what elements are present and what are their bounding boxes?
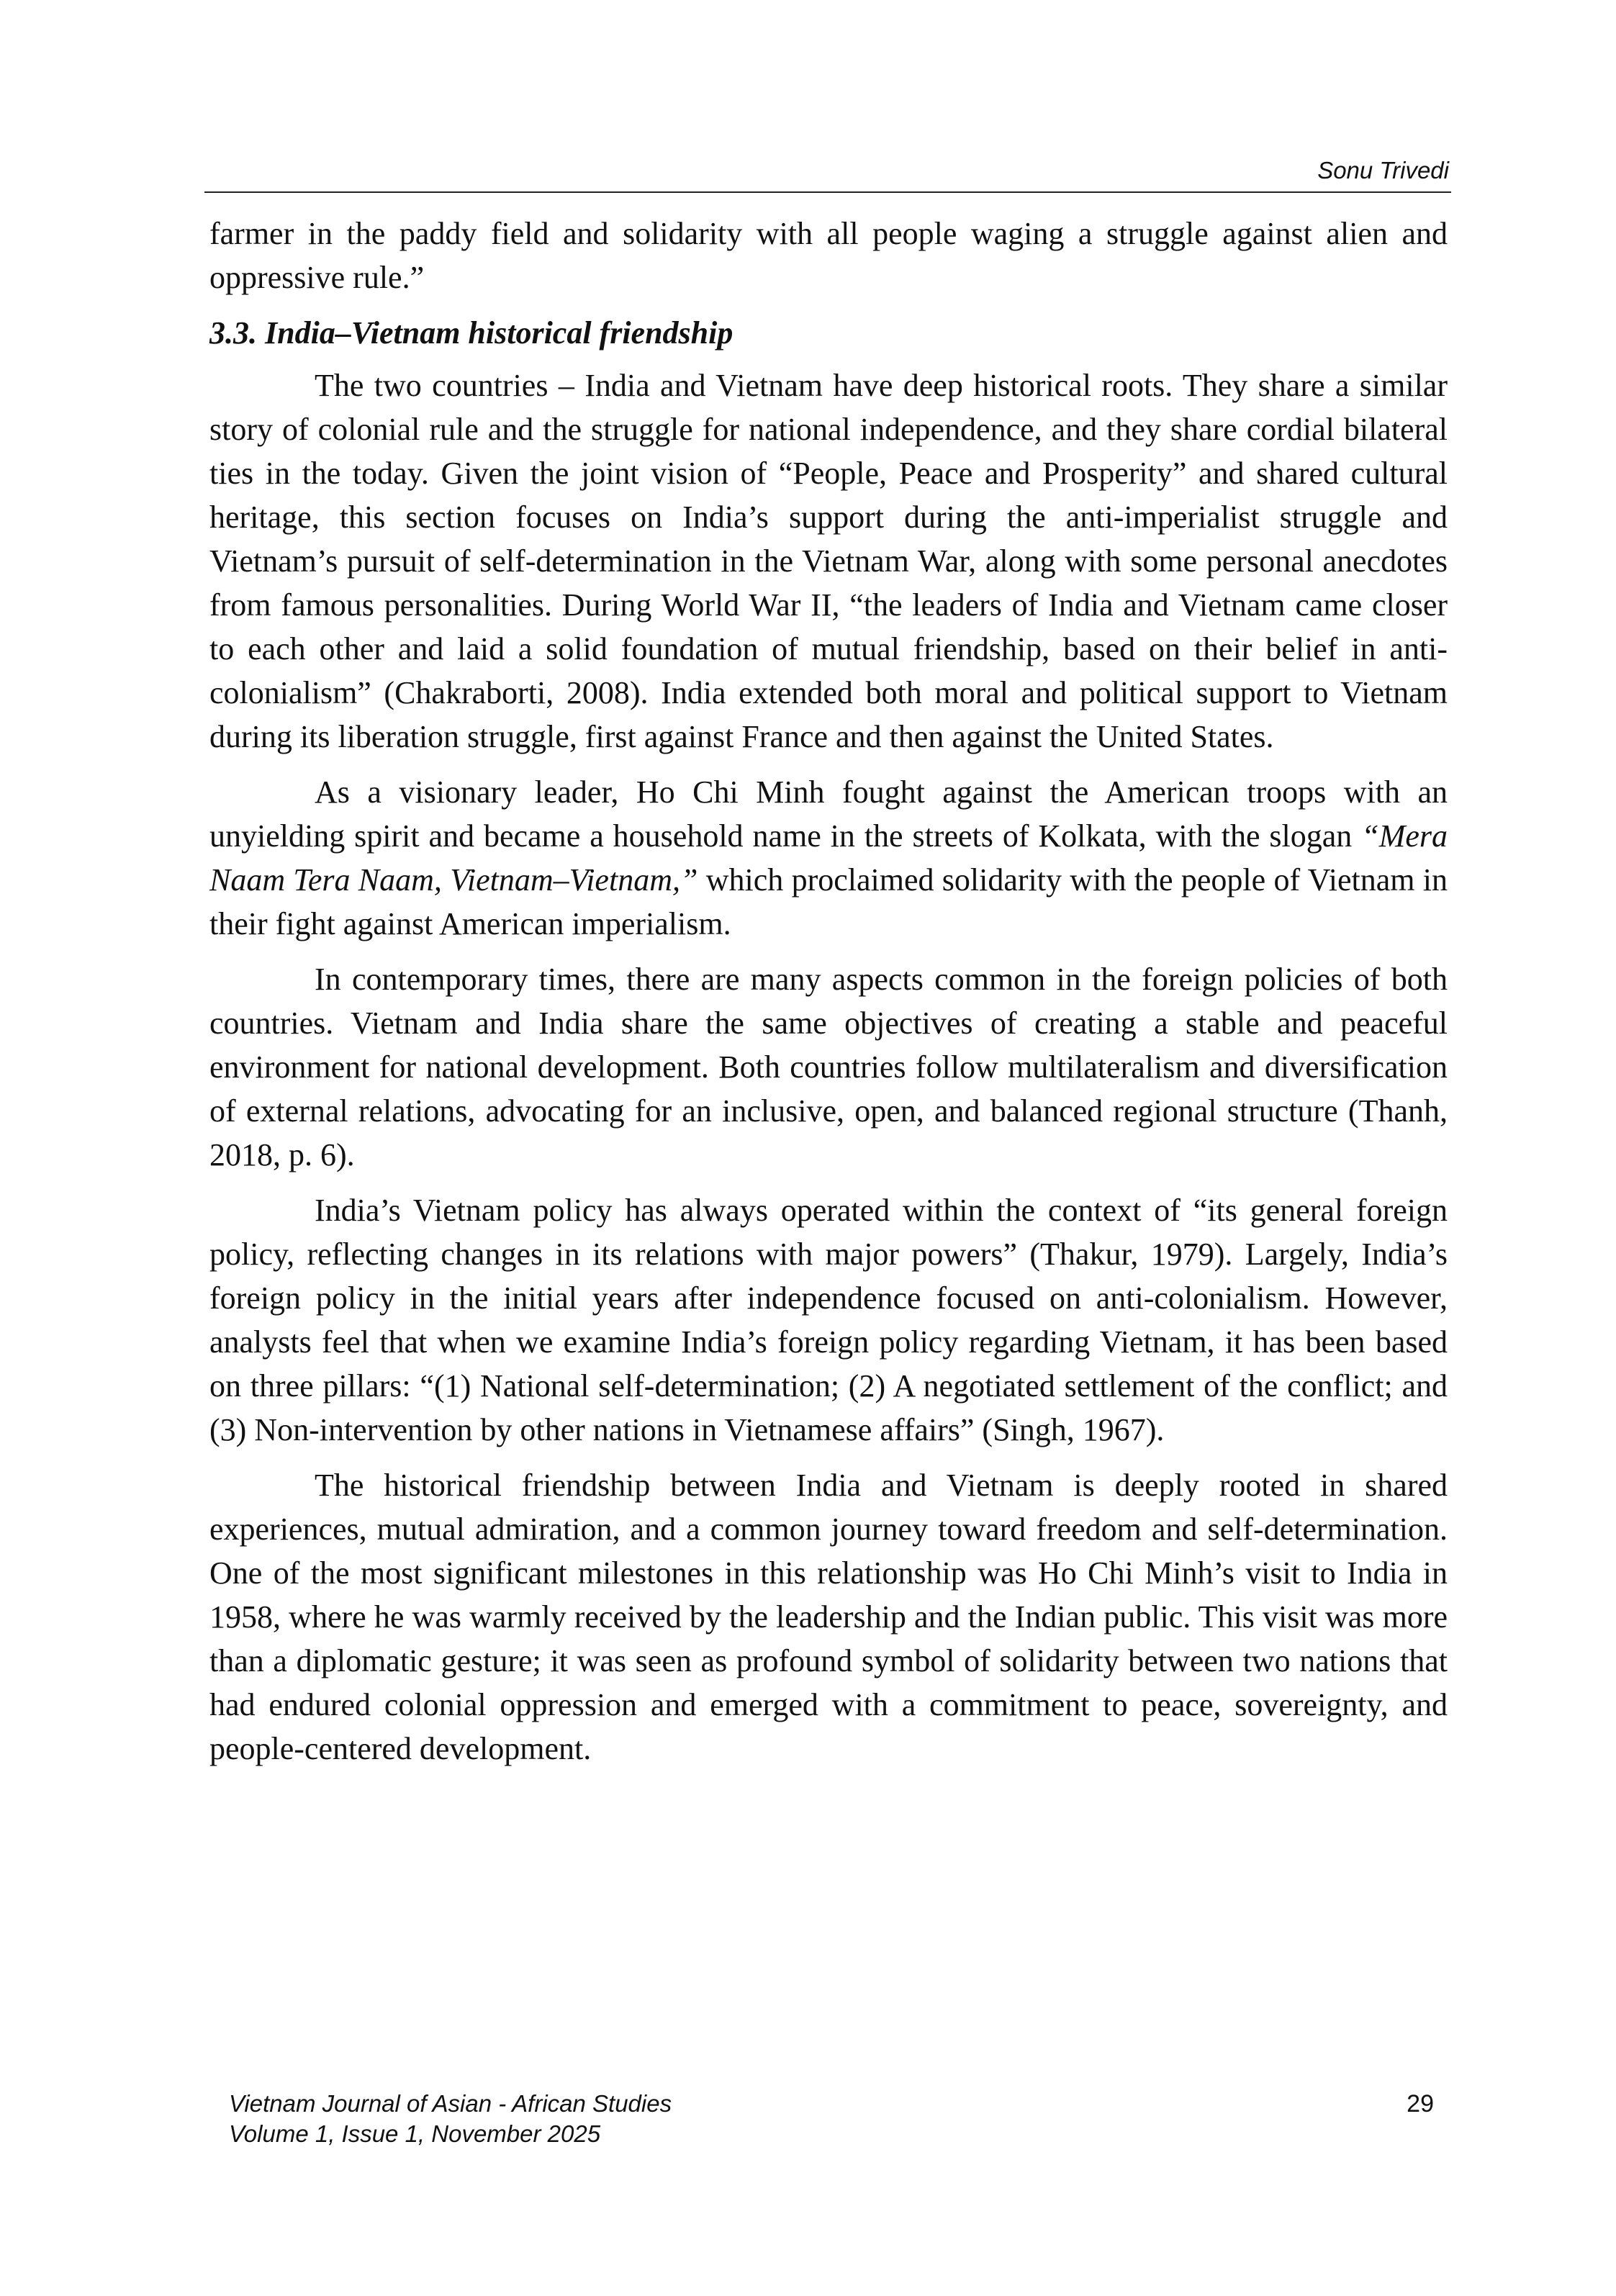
article-body <box>209 212 1448 1782</box>
page-number: 29 <box>1407 2090 1434 2118</box>
paragraph-historical-roots: The two countries – India and Vietnam have deep historical roots. They share a similar story of colonial rule and the struggle for national independence, and they share cordial bilateral ties in the today. Given the joint vision of “People, Peace and Prosperity” and shared cultural heritage, this section focuses on India’s support during the anti-imperialist struggle and Vietnam’s pursuit of self-determination in the Vietnam War, along with some personal anecdotes from famous personalities. During World War II, “the leaders of India and Vietnam came closer to each other and laid a solid foundation of mutual friendship, based on their belief in anti-colonialism” (Chakraborti, 2008). India extended both moral and political support to Vietnam during its liberation struggle, first against France and then against the United States. <box>209 368 1448 754</box>
paragraph-friendship: The historical friendship between India and Vietnam is deeply rooted in shared experiences, mutual admiration, and a common journey toward freedom and self-determination. One of the most significant milestones in this relationship was Ho Chi Minh’s visit to India in 1958, where he was warmly received by the leadership and the Indian public. This visit was more than a diplomatic gesture; it was seen as profound symbol of solidarity between two nations that had endured colonial oppression and emerged with a commitment to peace, sovereignty, and people-centered development. <box>209 1468 1448 1766</box>
footer-volume: Volume 1, Issue 1, November 2025 <box>229 2120 601 2147</box>
header-rule <box>204 191 1451 193</box>
footer-journal-name: Vietnam Journal of Asian - African Studies <box>229 2090 672 2117</box>
footer-journal-info <box>229 2089 1431 2149</box>
paragraph-text-before: As a visionary leader, Ho Chi Minh fought against the American troops with an unyielding spirit and became a household name in the streets of Kolkata, with the slogan <box>209 774 1448 854</box>
running-header-author: Sonu Trivedi <box>1317 157 1449 184</box>
paragraph-text-after: which proclaimed solidarity with the people of Vietnam in their fight against American imperialism. <box>209 862 1448 941</box>
paragraph-contemporary: In contemporary times, there are many aspects common in the foreign policies of both countries. Vietnam and India share the same objectives of creating a stable and peaceful environment for national development. Both countries follow multilateralism and diversification of external relations, advocating for an inclusive, open, and balanced regional structure (Thanh, 2018, p. 6). <box>209 962 1448 1172</box>
continuation-paragraph: farmer in the paddy field and solidarity with all people waging a struggle against alien and oppressive rule.” <box>209 216 1448 295</box>
slogan: “Mera Naam Tera Naam, Vietnam–Vietnam,” <box>209 818 1448 898</box>
paragraph-foreign-policy: India’s Vietnam policy has always operated within the context of “its general foreign policy, reflecting changes in its relations with major powers” (Thakur, 1979). Largely, India’s foreign policy in the initial years after independence focused on anti-colonialism. However, analysts feel that when we examine India’s foreign policy regarding Vietnam, it has been based on three pillars: “(1) National self-determination; (2) A negotiated settlement of the conflict; and (3) Non-intervention by other nations in Vietnamese affairs” (Singh, 1967). <box>209 1193 1448 1447</box>
section-heading: 3.3. India–Vietnam historical friendship <box>209 315 733 351</box>
paragraph-ho-chi-minh <box>209 770 1448 946</box>
